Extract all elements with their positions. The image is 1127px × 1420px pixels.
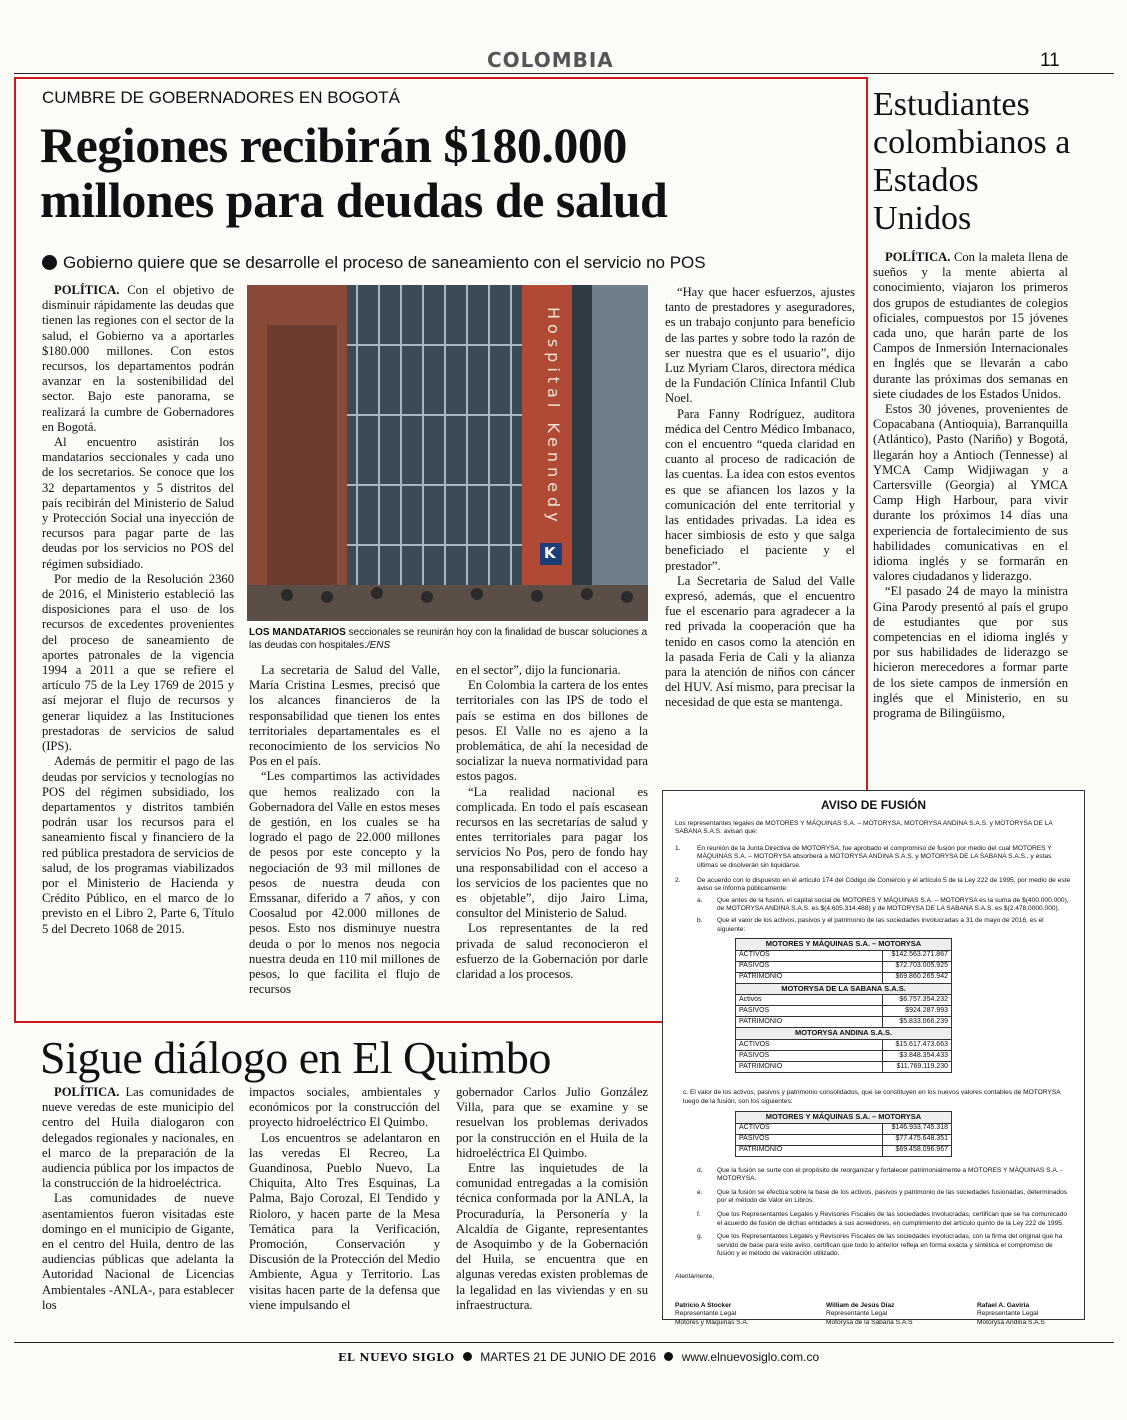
caption-text: seccionales se reunirán hoy con la finalidad de buscar soluciones a las deudas con hospitales. [249,627,648,651]
row-value: $77.475.648.351 [883,1134,952,1145]
signer-role: Representante Legal [675,1310,737,1318]
table-row [736,1061,952,1072]
merger-notice [662,790,1085,1326]
table-title: MOTORYSA DE LA SABANA S.A.S. [736,983,952,995]
footer-brand: EL NUEVO SIGLO [338,1351,455,1364]
headline [40,118,840,228]
signatures [675,1302,1072,1328]
notice-item: Que la fusión se efectúa sobre la base de los activos, pasivos y patrimonio de las sociedades fusionadas, determinados por el método de Valor en Libros. [717,1188,1068,1205]
table-row [736,1017,952,1028]
main-column-4 [665,285,855,711]
bullet-icon [42,255,57,270]
signer-role: Representante Legal [826,1310,888,1318]
table-row [736,961,952,972]
row-value: $924.287.993 [883,1006,952,1017]
photo-hospital [247,285,648,621]
sign-letter: K [544,544,556,562]
page-number: 11 [1040,50,1060,71]
signer-company: Motorysa Andina S.A.S [977,1318,1045,1326]
table-row [736,1006,952,1017]
table-row [736,1145,952,1156]
notice-item: Que antes de la fusión, el capital social de MOTORES Y MÁQUINAS S.A. – MOTORYSA es la suma de $(400.000.000), de MOTORYSA ANDINA S.A.S. es $(4.605.314.488) y de MOTORYSA DE LA SABANA S.A.S. es $(2.478.0000.000). [717,896,1069,913]
footer-date: MARTES 21 DE JUNIO DE 2016 [480,1350,657,1364]
row-label: ACTIVOS [736,1039,883,1050]
row-label: Activos [736,995,883,1006]
row-label: PASIVOS [736,1050,883,1061]
notice-closing: Atentamente, [675,1273,715,1281]
item-letter: a. [697,896,703,904]
consolidated-table [735,1111,952,1157]
row-label: ACTIVOS [736,1123,883,1134]
quimbo-headline: Sigue diálogo en El Quimbo [40,1032,551,1083]
row-label: PASIVOS [736,1134,883,1145]
paragraph: en el sector”, dijo la funcionaria. [456,663,621,677]
quimbo-column-3 [456,1085,648,1313]
quimbo-column-1 [42,1085,234,1313]
item-letter: b. [697,916,703,924]
table-row [736,1134,952,1145]
paragraph: Con la maleta llena de sueños y la mente abierta al conocimiento, viajaron los primeros dos grupos de estudiantes de colegios oficiales, compuestos por 15 jóvenes cada uno, que harán parte de los Campos de Inmersión Internacionales en Inglés que se llevarán a cabo durante las próximas dos semanas en siete ciudades de los Estados Unidos. [873,250,1068,401]
row-label: PATRIMONIO [736,1061,883,1072]
lead-tag: POLÍTICA. [54,283,120,297]
side-headline: Estudiantes colombianos a Estados Unidos [873,86,1071,237]
paragraph: impactos sociales, ambientales y económicos por la construcción del proyecto hidroeléctrico El Quimbo. [249,1085,440,1130]
row-label: PASIVOS [736,1006,883,1017]
paragraph: Estos 30 jóvenes, provenientes de Copacabana (Antioquia), Barranquilla (Atlántico), Pasto (Nariño) y Bogotá, llegarán hoy a Antioch (Tennesse) al YMCA Camp Widjiwagan y a Cartersville (Georgia) al YMCA Camp High Harbour, para vivir durante los próximos 14 días una experiencia de fortalecimiento de sus habilidades comunicativas en el idioma inglés y se formarán en valores ciudadanos y liderazgo. [873,402,1068,584]
main-column-3 [456,663,648,982]
bullet-icon [463,1352,472,1361]
paragraph: Con el objetivo de disminuir rápidamente las deudas que tienen las regiones con el sector de la salud, el Gobierno va a aportarles $180.000 millones. Con estos recursos, los departamentos podrán avanzar en la sostenibilidad del sector. Bajo este panorama, se realizará la cumbre de Gobernadores en Bogotá. [42,283,234,434]
item-letter: g. [697,1233,703,1241]
lead-tag: POLÍTICA. [885,250,951,264]
signer-role: Representante Legal [977,1310,1039,1318]
paragraph: La Secretaria de Salud del Valle expresó, además, que el encuentro fue el escenario para agradecer a la red privada la cooperación que ha tenido en casos como la atención en la pasada Feria de Cali y la alianza para la atención de niños con cáncer del HUV. Así mismo, para precisar la necesidad de que esta se mantenga. [665,573,855,710]
paragraph: “La realidad nacional es complicada. En todo el país escasean recursos en las secretarías de salud y entes territoriales para pagar los servicios No Pos, pero de fondo hay una responsabilidad con el acceso a los servicios de los pacientes que no es objetable”, dijo Jairo Lima, consultor del Ministerio de Salud. [456,784,648,921]
paragraph: Además de permitir el pago de las deudas por servicios y tecnologías no POS del régimen subsidiado, los departamentos y distritos también podrán usar los recursos para el saneamiento fiscal y financiero de la red pública prestadora de servicios de salud, de los programas viabilizados por el Ministerio de Hacienda y Crédito Público, en el marco de lo previsto en el Libro 2, Parte 6, Título 5 del Decreto 1068 de 2015. [42,754,234,936]
item-letter: e. [697,1188,703,1196]
item-letter: f. [697,1211,701,1219]
row-label: PATRIMONIO [736,1017,883,1028]
signature-block [826,1302,951,1328]
header-rule [14,73,1114,74]
table-row [736,1050,952,1061]
row-value: $3.848.354.433 [883,1050,952,1061]
row-value: $72.703.005.925 [883,961,952,972]
kicker: CUMBRE DE GOBERNADORES EN BOGOTÁ [42,88,400,107]
table-title: MOTORES Y MÁQUINAS S.A. – MOTORYSA [736,939,952,951]
headline-line-1: Regiones recibirán $180.000 [40,117,627,173]
row-value: $142.563.271.867 [883,950,952,961]
building-sign [544,307,563,387]
subhead [42,253,862,273]
quimbo-column-2 [249,1085,440,1313]
row-value: $11.769.119.230 [883,1061,952,1072]
side-column [873,250,1068,721]
row-value: $6.757.354.232 [883,995,952,1006]
main-column-2 [249,663,440,997]
caption-credit: /ENS [366,640,391,651]
row-value: $5.833.066.239 [883,1017,952,1028]
section-name: COLOMBIA [487,48,614,72]
table-row [736,950,952,961]
row-label: PATRIMONIO [736,1145,883,1156]
footer-url[interactable]: www.elnuevosiglo.com.co [681,1350,820,1364]
paragraph: Para Fanny Rodríguez, auditora médica del Centro Médico Imbanaco, con el encuentro “queda claridad en cuanto al proceso de radicación de las cuentas. La idea con estos eventos es que se afiancen los lazos y la comunicación del ente territorial y las entidades privadas. La idea es hacer simbiosis de esto y que salga beneficiado el paciente y el prestador”. [665,406,855,573]
notice-item: c. El valor de los activos, pasivos y patrimonio consolidados, que se constituyen en los nuevos valores contables de MOTORYSA luego de la fusión, son los siguientes: [683,1088,1061,1105]
paragraph: Las comunidades de nueve veredas de este municipio del centro del Huila dialogaron con delegados regionales y nacionales, en el marco de la preparación de la audiencia pública por los impactos de la construcción de la hidroeléctrica. [42,1085,234,1191]
notice-intro: Los representantes legales de MOTORES Y MÁQUINAS S.A. – MOTORYSA, MOTORYSA ANDINA S.A.S. y MOTORYSA DE LA SABANA S.A.S. avisan que: [675,819,1053,836]
headline-line-2: millones para deudas de salud [40,172,668,228]
paragraph: gobernador Carlos Julio González Villa, para que se examine y se resuelvan los problemas derivados por la construcción en el Huila de la hidroeléctrica El Quimbo. [456,1085,648,1160]
item-number: 2. [675,876,681,884]
notice-item: En reunión de la Junta Directiva de MOTORYSA, fue aprobado el compromiso de fusión por medio del cual MOTORES Y MÁQUINAS S.A. – MOTORYSA absorberá a MOTORYSA ANDINA S.A.S. y MOTORYSA DE LA SABANA S.A.S., y éstas últimas se disolverán sin liquidarse. [697,844,1052,869]
notice-item: Que los Representantes Legales y Revisores Fiscales de las sociedades involucradas, con la firma del original que ha servido de base para este aviso, certifican que todo lo anterior refleja en forma exacta y sintética el compromiso de fusión y el método de valoración utilizado. [717,1233,1063,1258]
item-number: 1. [675,844,681,852]
signer-company: Motores y Máquinas S.A. [675,1318,749,1326]
paragraph: En Colombia la cartera de los entes territoriales con las IPS de todo el país se estima en dos billones de pesos. El Valle no es ajeno a la problemática, de ahí la necesidad de socializar la nueva normatividad para estos pagos. [456,678,648,784]
signature-block [977,1302,1072,1328]
row-label: PASIVOS [736,961,883,972]
caption-lead: LOS MANDATARIOS [249,627,346,638]
lead-tag: POLÍTICA. [54,1085,120,1099]
notice-item: De acuerdo con lo dispuesto en el artículo 174 del Código de Comercio y el artículo 5 de la Ley 222 de 1995, por medio de este aviso se informa públicamente: [697,876,1071,893]
row-value: $69.458.096.967 [883,1145,952,1156]
subhead-text: Gobierno quiere que se desarrolle el proceso de saneamiento con el servicio no POS [63,253,706,272]
paragraph: Los encuentros se adelantaron en las veredas El Recreo, La Guandinosa, Pueblo Nuevo, La Chiquita, Alto Tres Esquinas, La Palma, Bajo Corozal, El Tendido y Rioloro, y hacen parte de la Mesa Temática para la Verificación, Promoción, Conservación y Discusión de la Protección del Medio Ambiente, Agua y Territorio. Las visitas hacen parte de la defensa que viene impulsando el [249,1130,440,1312]
notice-title: AVISO DE FUSIÓN [820,798,927,812]
notice-item: Que la fusión se surte con el propósito de reorganizar y fortalecer patrimonialmente a MOTORES Y MÁQUINAS S.A. - MOTORYSA. [717,1166,1063,1183]
paragraph: Al encuentro asistirán los mandatarios seccionales y cada uno de los secretarios. Se conoce que los 32 departamentos y 5 distritos del país recibirán del Ministerio de Salud y Protección Social una inyección de recursos para pagar parte de las deudas por los servicios no POS del régimen subsidiado. [42,435,234,571]
paragraph: “Les compartimos las actividades que hemos realizado con la Gobernadora del Valle en estos meses de gestión, en los cuales se ha logrado el pago de 22.000 millones de pesos por este concepto y la negociación de 93 mil millones de pesos de nuestra deuda con Emssanar, diferido a 7 años, y con Coosalud por 42.000 millones de pesos. Esto nos disminuye nuestra deuda o por lo menos nos negocia nuestra deuda en 110 mil millones de pesos, lo que facilita el flujo de recursos [249,769,440,997]
row-value: $146.933.745.318 [883,1123,952,1134]
signature-block [675,1302,800,1328]
paragraph: Las comunidades de nueve asentamientos fueron visitadas este domingo en el municipio de Gigante, en el centro del Huila, dentro de las audiencias públicas que adelanta la Autoridad Nacional de Licencias Ambientales -ANLA-, para establecer los [42,1191,234,1312]
row-label: ACTIVOS [736,950,883,961]
bullet-icon [664,1352,673,1361]
footer [338,1350,819,1364]
paragraph: “El pasado 24 de mayo la ministra Gina Parody presentó al país el grupo de estudiantes que por sus competencias en el idioma inglés y por sus habilidades de liderazgo se hicieron merecedores a formar parte de los siete campos de inmersión en inglés que el Ministerio, en su programa de Bilingüismo, [873,584,1068,721]
notice-item: Que los Representantes Legales y Revisores Fiscales de las sociedades involucradas, certifican que se ha comunicado el acuerdo de fusión de dichas entidades a sus acreedores, en cumplimiento del artículo quinto de la Ley 222 de 1995. [717,1211,1068,1227]
row-value: $15.617.473.663 [883,1039,952,1050]
main-column-1 [42,283,234,937]
footer-rule [14,1342,1114,1343]
table-title: MOTORYSA ANDINA S.A.S. [736,1028,952,1040]
table-row [736,1123,952,1134]
notice-item: Que el valor de los activos, pasivos y el patrimonio de las sociedades involucradas a 31 de mayo de 2016, es el siguiente: [717,916,1044,933]
row-value: $69.860.265.942 [883,972,952,983]
table-title: MOTORES Y MÁQUINAS S.A. – MOTORYSA [736,1112,952,1124]
paragraph: La secretaria de Salud del Valle, María Cristina Lesmes, precisó que los alcances financieros de la responsabilidad que tienen los entes territoriales departamentales es el reconocimiento de los servicios No Pos en el país. [249,663,440,769]
signer-company: Motorysa de la Sabana S.A.S [826,1318,913,1326]
paragraph: Los representantes de la red privada de salud reconocieron el esfuerzo de la Gobernación por darle claridad a los procesos. [456,921,648,982]
hospital-building-image [247,285,648,621]
table-row [736,972,952,983]
signer-name: Patricio A Stocker [675,1301,732,1309]
paragraph: Por medio de la Resolución 2360 de 2016, el Ministerio estableció las disposiciones para el uso de los recursos de excedentes provenientes del proceso de saneamiento de aportes patronales de la vigencia 1994 a 2011 a que se refiere el artículo 75 de la Ley 1769 de 2015 y así mejorar el flujo de recursos y generar liquidez a las Instituciones prestadoras de servicios de salud (IPS). [42,571,234,754]
financial-table [735,938,952,1073]
signer-name: William de Jesús Díaz [826,1301,895,1309]
table-row [736,995,952,1006]
paragraph: Entre las inquietudes de la comunidad entregadas a la comisión técnica conformada por la ANLA, la Procuraduría, la Personería y la Alcaldía de Gigante, representantes de Asoquimbo y de la Gobernación del Huila, se encuentra que en algunas veredas existen problemas de la legalidad en las viviendas y en su infraestructura. [456,1161,648,1312]
row-label: PATRIMONIO [736,972,883,983]
table-row [736,1039,952,1050]
item-letter: d. [697,1166,703,1174]
signer-name: Rafael A. Gaviria [977,1301,1030,1309]
paragraph: “Hay que hacer esfuerzos, ajustes tanto de prestadores y aseguradores, es un trabajo conjunto para beneficio de las partes y sobre todo la razón de ser nuestra que es el usuario”, dijo Luz Myriam Claros, directora médica de la Fundación Clínica Infantil Club Noel. [665,285,855,406]
photo-caption [249,626,649,652]
